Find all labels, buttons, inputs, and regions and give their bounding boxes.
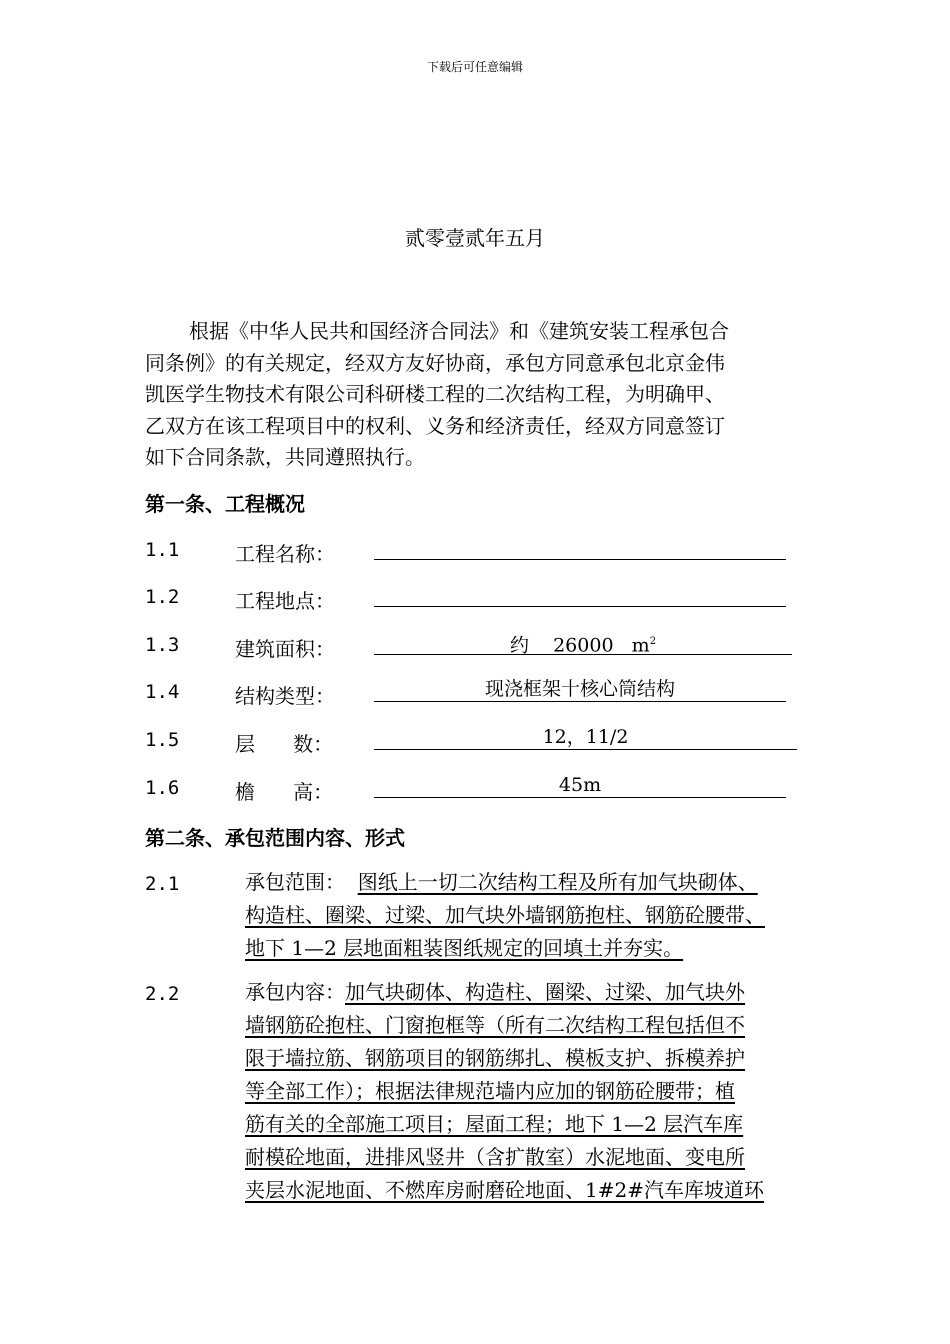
item-value-eave-height: 45m [374,773,786,798]
content-block [245,976,764,1207]
scope-label: 承包范围： [245,870,345,894]
content-label: 承包内容： [245,980,345,1004]
item-value-structure-type: 现浇框架十核心筒结构 [374,677,786,702]
intro-line: 凯医学生物技术有限公司科研楼工程的二次结构工程，为明确甲、 [145,382,725,406]
item-value-building-area [374,630,792,655]
intro-line: 如下合同条款，共同遵照执行。 [145,445,425,469]
item-label: 建筑面积： [235,637,335,661]
item-label: 檐 高： [235,780,334,804]
area-unit-superscript: 2 [649,636,657,647]
content-line: 限于墙拉筋、钢筋项目的钢筋绑扎、模板支护、拆模养护 [245,1046,745,1070]
item-label: 工程地点： [235,589,335,613]
contract-date: 贰零壹贰年五月 [405,226,545,250]
content-line: 等全部工作）；根据法律规范墙内应加的钢筋砼腰带；植 [245,1079,735,1103]
item-value-floors: 12，11/2 [374,725,797,750]
item-number: 1.4 [145,681,180,703]
header-note: 下载后可任意编辑 [426,60,523,74]
intro-line: 同条例》的有关规定，经双方友好协商，承包方同意承包北京金伟 [145,350,725,375]
item-number: 1.5 [145,729,180,751]
scope-line: 地下 1—2 层地面粗装图纸规定的回填土并夯实。 [245,936,684,960]
item-label: 层 数： [235,732,334,756]
item-number: 1.1 [145,539,180,561]
item-number: 1.2 [145,586,180,608]
area-value: 约 26000 m [509,634,650,657]
item-number: 1.6 [145,777,180,799]
content-line: 墙钢筋砼抱柱、门窗抱框等（所有二次结构工程包括但不 [245,1013,745,1037]
content-line: 耐模砼地面，进排风竖井（含扩散室）水泥地面、变电所 [245,1145,745,1169]
item-number: 1.3 [145,634,180,656]
scope-line: 构造柱、圈梁、过梁、加气块外墙钢筋抱柱、钢筋砼腰带、 [245,903,765,927]
item-number: 2.2 [145,983,180,1005]
intro-line: 乙双方在该工程项目中的权利、义务和经济责任，经双方同意签订 [145,413,725,438]
item-value-project-location [374,582,786,607]
scope-block [245,866,765,965]
intro-line: 根据《中华人民共和国经济合同法》和《建筑安装工程承包合 [189,319,729,343]
item-value-project-name [374,535,786,560]
scope-line: 图纸上一切二次结构工程及所有加气块砌体、 [357,870,758,894]
intro-paragraph [145,316,805,474]
item-number: 2.1 [145,873,180,895]
item-label: 工程名称： [235,542,335,566]
content-line: 夹层水泥地面、不燃库房耐磨砼地面、1#2#汽车库坡道环 [245,1178,764,1202]
section2-title: 第二条、承包范围内容、形式 [145,826,405,850]
content-line: 加气块砌体、构造柱、圈梁、过梁、加气块外 [345,980,745,1004]
section1-title: 第一条、工程概况 [145,492,305,516]
item-label: 结构类型： [235,684,335,708]
content-line: 筋有关的全部施工项目；屋面工程；地下 1—2 层汽车库 [245,1112,744,1136]
